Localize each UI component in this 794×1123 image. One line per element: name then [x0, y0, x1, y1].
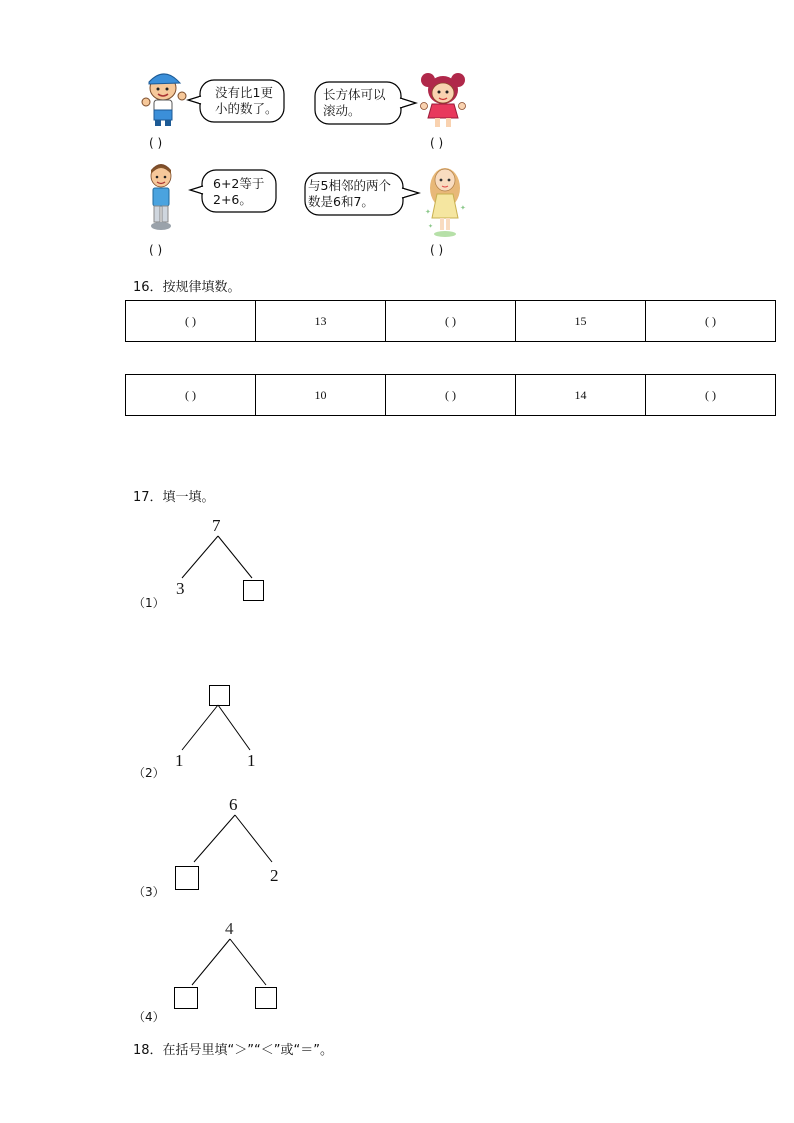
girl-red-hair-illustration — [418, 70, 468, 130]
statement-2-text: 长方体可以 滚动。 — [323, 87, 386, 118]
q17-3-branch-lines — [180, 810, 290, 870]
q16-sequence-table-1 — [125, 300, 776, 342]
q16-r2-cell-1[interactable]: ( ) — [126, 375, 256, 416]
statement-4-text: 与5相邻的两个 数是6和7。 — [308, 178, 391, 209]
q16-r2-cell-5[interactable]: ( ) — [646, 375, 776, 416]
answer-paren-1[interactable]: ( ) — [149, 136, 163, 150]
q16-title: 16．按规律填数。 — [133, 280, 241, 295]
q17-1-left-number: 3 — [176, 579, 185, 598]
q17-2-label: （2） — [133, 766, 165, 780]
q17-1-right-answer-box[interactable] — [243, 580, 264, 601]
statement-1-text: 没有比1更 小的数了。 — [215, 85, 278, 116]
q17-2-left-number: 1 — [175, 751, 184, 770]
statement-3-text: 6+2等于 2+6。 — [213, 176, 265, 207]
q16-r1-cell-5[interactable]: ( ) — [646, 301, 776, 342]
q17-title: 17．填一填。 — [133, 490, 215, 505]
q17-4-label: （4） — [133, 1010, 165, 1024]
boy-cap-illustration — [140, 66, 190, 128]
q17-4-branch-lines — [180, 935, 290, 991]
q17-1-top-number: 7 — [212, 516, 221, 535]
q16-r2-cell-2: 10 — [256, 375, 386, 416]
q17-4-left-answer-box[interactable] — [174, 987, 198, 1009]
q17-3-right-number: 2 — [270, 866, 279, 885]
svg-text:✦: ✦ — [425, 208, 431, 216]
q17-3-top-number: 6 — [229, 795, 238, 814]
q16-r2-cell-4: 14 — [516, 375, 646, 416]
q17-1-label: （1） — [133, 596, 165, 610]
svg-text:✦: ✦ — [428, 223, 434, 230]
answer-paren-3[interactable]: ( ) — [149, 243, 163, 257]
q16-sequence-table-2 — [125, 374, 776, 416]
girl-blonde-hair-illustration — [420, 162, 470, 240]
q16-r1-cell-3[interactable]: ( ) — [386, 301, 516, 342]
q16-r1-cell-1[interactable]: ( ) — [126, 301, 256, 342]
q18-title: 18．在括号里填“＞”“＜”或“＝”。 — [133, 1043, 333, 1058]
q17-3-left-answer-box[interactable] — [175, 866, 199, 890]
q17-2-right-number: 1 — [247, 751, 256, 770]
answer-paren-4[interactable]: ( ) — [430, 243, 444, 257]
q17-4-right-answer-box[interactable] — [255, 987, 277, 1009]
q17-3-label: （3） — [133, 885, 165, 899]
q16-r1-cell-2: 13 — [256, 301, 386, 342]
q17-4-top-number: 4 — [225, 919, 234, 938]
answer-paren-2[interactable]: ( ) — [430, 136, 444, 150]
svg-text:✦: ✦ — [460, 204, 466, 212]
q16-r1-cell-4: 15 — [516, 301, 646, 342]
q16-r2-cell-3[interactable]: ( ) — [386, 375, 516, 416]
boy-brown-hair-illustration — [145, 162, 177, 234]
